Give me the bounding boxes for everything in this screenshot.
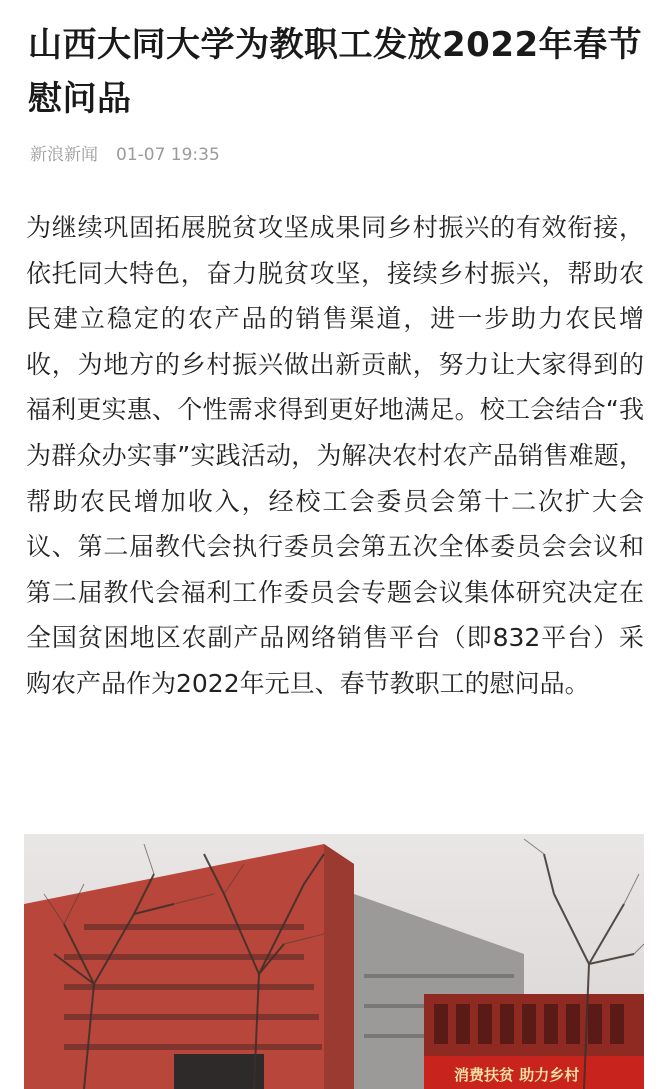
article-photo[interactable] [24, 834, 644, 1089]
campus-building-photo [24, 834, 644, 1089]
photo-banner-text: 消费扶贫 助力乡村 [454, 1066, 580, 1084]
article-meta [30, 140, 220, 165]
article-source[interactable]: 新浪新闻 [30, 145, 98, 165]
article-title: 山西大同大学为教职工发放2022年春节慰问品 [28, 25, 643, 119]
article-timestamp: 01-07 19:35 [116, 145, 220, 165]
article-body: 为继续巩固拓展脱贫攻坚成果同乡村振兴的有效衔接，依托同大特色，奋力脱贫攻坚，接续乡村振兴，帮助农民建立稳定的农产品的销售渠道，进一步助力农民增收，为地方的乡村振兴做出新贡献，努力让大家得到的福利更实惠、个性需求得到更好地满足。校工会结合“我为群众办实事”实践活动，为解决农村农产品销售难题，帮助农民增加收入，经校工会委员会第十二次扩大会议、第二届教代会执行委员会第五次全体委员会会议和第二届教代会福利工作委员会专题会议集体研究决定在全国贫困地区农副产品网络销售平台（即832平台）采购农产品作为2022年元旦、春节教职工的慰问品。 [26, 213, 644, 698]
